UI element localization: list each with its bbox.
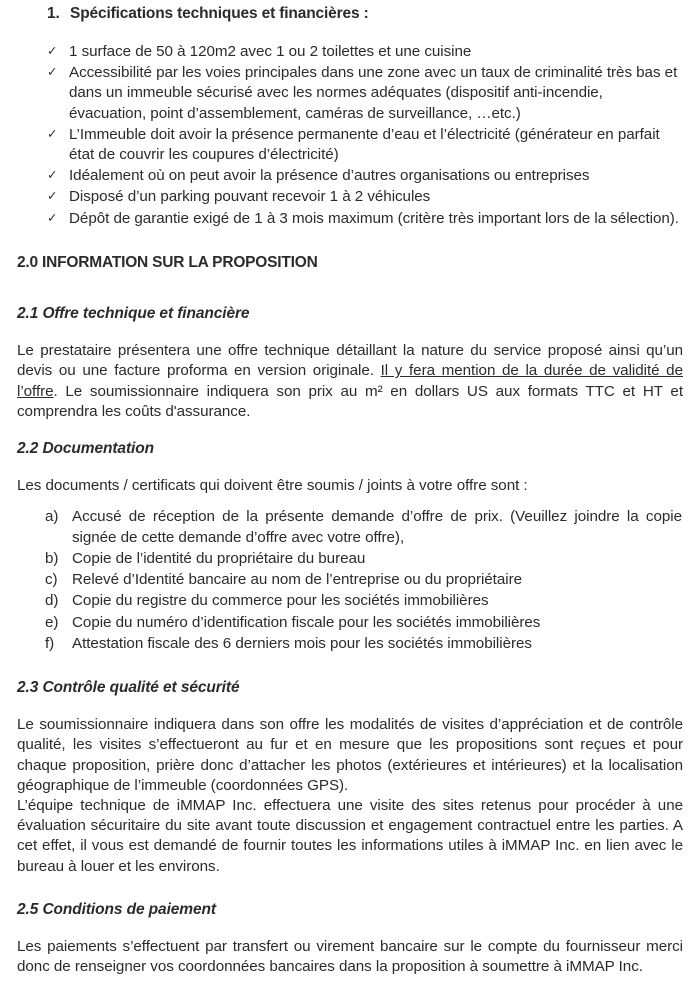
list-item-label: Copie du registre du commerce pour les sociétés immobilières [72,592,489,610]
heading-2-3: 2.3 Contrôle qualité et sécurité [17,678,240,696]
specifications-checklist [17,42,683,229]
check-icon: ✓ [47,65,58,80]
heading-specifications [17,0,683,25]
documentation-list [17,507,683,654]
spacer [17,459,683,476]
spacer [17,25,683,42]
list-item [17,187,683,207]
check-icon: ✓ [47,210,58,225]
paragraph-2-5: Les paiements s’effectuent par transfert ou virement bancaire sur le compte du fournisseur merci donc de renseigner vos coordonnées bancaires dans la proposition à soumettre à iMMAP Inc. [17,937,683,976]
paragraph-2-1-part-2: . Le soumissionnaire indiquera son prix au m² en dollars US aux formats TTC et HT et comprendra les coûts d'assurance. [17,382,683,420]
list-item-label: Dépôt de garantie exigé de 1 à 3 mois maximum (critère très important lors de la sélection). [69,209,679,227]
list-item [17,63,683,124]
paragraph-2-1 [17,341,683,422]
paragraph-2-1-underlined: Il y fera mention de la durée de validité de l’offre [17,362,683,400]
list-item-label: Idéalement où on peut avoir la présence d’autres organisations ou entreprises [69,167,590,185]
list-item-label: 1 surface de 50 à 120m2 avec 1 ou 2 toilettes et une cuisine [69,42,472,60]
heading-section-2: 2.0 INFORMATION SUR LA PROPOSITION [17,253,318,271]
spacer [17,655,683,678]
list-item-marker: b) [45,549,59,567]
list-item [17,209,683,229]
paragraph-2-3-second: L’équipe technique de iMMAP Inc. effectuera une visite des sites retenus pour procéder à une évaluation sécuritaire du site avant toute discussion et engagement contractuel entre les parties. A cet effet, il vous est demandé de fournir toutes les informations utiles à iMMAP Inc. en lien avec le bureau à louer et les environs. [17,796,683,875]
heading-2-5: 2.5 Conditions de paiement [17,900,216,918]
paragraph-2-1-part-1: Le prestataire présentera une offre technique détaillant la nature du service proposé ainsi qu’un devis ou une facture proforma en version originale. [17,342,683,380]
list-item [17,42,683,62]
paragraph-2-3-first: Le soumissionnaire indiquera dans son offre les modalités de visites d’appréciation et de contrôle qualité, les visites s’effectueront au fur et en mesure que les propositions sont reçues et pour chaque proposition, prière donc d’attacher les photos (extérieures et intérieures) et la localisation géographique de l’immeuble (coordonnées GPS). [17,716,683,794]
list-item [17,507,683,547]
list-item [17,591,683,611]
list-item [17,634,683,654]
list-item-marker: f) [45,634,55,652]
heading-2-1: 2.1 Offre technique et financière [17,305,250,323]
list-item [17,549,683,569]
list-item-label: Attestation fiscale des 6 derniers mois pour les sociétés immobilières [72,634,532,652]
list-item-marker: e) [45,613,59,631]
check-icon: ✓ [47,43,58,58]
spacer [17,324,683,341]
heading-2-2: 2.2 Documentation [17,440,154,458]
list-item [17,125,683,165]
spacer [17,422,683,439]
list-item-label: Accessibilité par les voies principales dans une zone avec un taux de criminalité très bas et dans un immeuble sécurisé avec les normes adéquates (dispositif anti-incendie, évacuation, point d’assemblement, caméras de surveillance, …etc.) [69,64,678,122]
check-icon: ✓ [47,189,58,204]
list-item-label: Disposé d’un parking pouvant recevoir 1 à 2 véhicules [69,188,431,206]
spacer [17,273,683,304]
paragraph-2-2-intro: Les documents / certificats qui doivent être soumis / joints à votre offre sont : [17,477,528,495]
list-item-label: Copie de l’identité du propriétaire du bureau [72,549,366,567]
list-item [17,166,683,186]
list-item-marker: a) [45,508,59,526]
heading-number-marker: 1. [47,5,60,22]
list-item-label: Copie du numéro d’identification fiscale pour les sociétés immobilières [72,613,541,631]
list-item-label: Relevé d’Identité bancaire au nom de l’entreprise ou du propriétaire [72,571,522,589]
list-item-label: Accusé de réception de la présente demande d’offre de prix. (Veuillez joindre la copie signée de cette demande d’offre avec votre offre), [72,508,682,546]
heading-specifications-label: Spécifications techniques et financières : [70,5,369,22]
spacer [17,230,683,253]
list-item-marker: c) [45,571,58,589]
list-item [17,613,683,633]
list-item [17,570,683,590]
list-item-label: L’Immeuble doit avoir la présence permanente d’eau et l’électricité (générateur en parfait état de couvrir les coupures d’électricité) [69,125,660,164]
check-icon: ✓ [47,126,58,141]
check-icon: ✓ [47,168,58,183]
spacer [17,496,683,507]
spacer [17,698,683,715]
list-item-marker: d) [45,592,59,610]
spacer [17,920,683,937]
spacer [17,877,683,900]
